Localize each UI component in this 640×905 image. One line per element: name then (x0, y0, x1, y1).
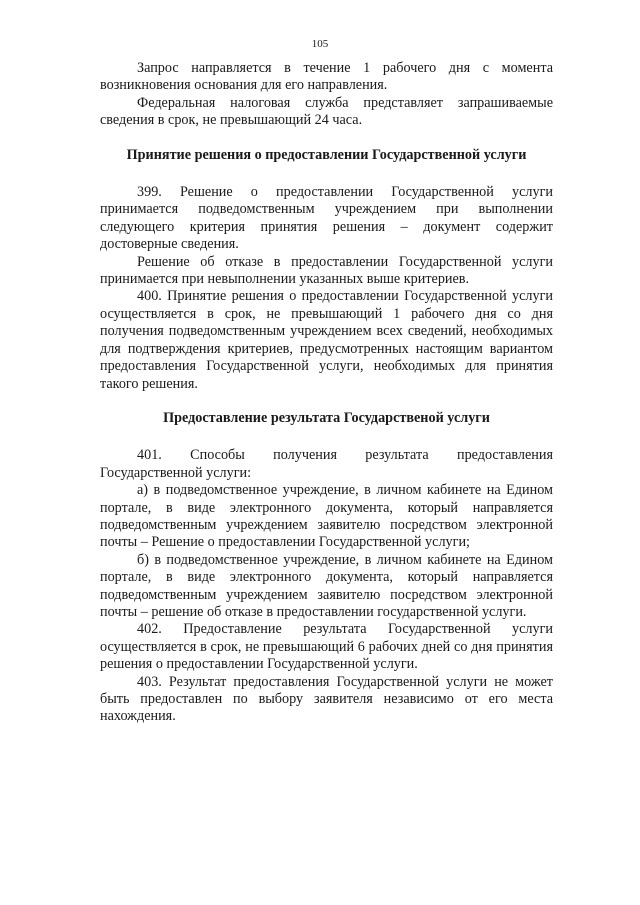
page-number: 105 (311, 38, 329, 50)
paragraph: 402. Предоставление результата Государственной услуги осуществляется в срок, не превышающий 6 рабочих дней со дня принятия решения о предоставлении Государственной услуги. (100, 621, 553, 673)
paragraph: 399. Решение о предоставлении Государственной услуги принимается подведомственным учреждением при выполнении следующего критерия принятия решения – документ содержит достоверные сведения. (100, 184, 553, 253)
paragraph: 403. Результат предоставления Государственной услуги не может быть предоставлен по выбору заявителя независимо от его места нахождения. (100, 673, 553, 725)
section-heading: Принятие решения о предоставлении Государственной услуги (126, 146, 527, 163)
paragraph: 401. Способы получения результата предоставления Государственной услуги: (100, 447, 553, 481)
paragraph: 400. Принятие решения о предоставлении Государственной услуги осуществляется в срок, не превышающий 1 рабочего дня со дня получения подведомственным учреждением всех сведений, необходимых для подтверждения критериев, предусмотренных настоящим вариантом предоставления Государственной услуги, необходимых для принятия такого решения. (100, 288, 553, 392)
paragraph: Запрос направляется в течение 1 рабочего дня с момента возникновения основания для его направления. (100, 60, 553, 94)
paragraph: Решение об отказе в предоставлении Государственной услуги принимается при невыполнении указанных выше критериев. (100, 253, 553, 288)
document-body (100, 60, 553, 726)
paragraph: а) в подведомственное учреждение, в личном кабинете на Едином портале, в виде электронного документа, который направляется подведомственным учреждением заявителю посредством электронной почты – Решение о предоставлении Государственной услуги; (100, 482, 553, 551)
section-heading: Предоставление результата Государственой услуги (163, 409, 490, 426)
paragraph: б) в подведомственное учреждение, в личном кабинете на Едином портале, в виде электронного документа, который направляется подведомственным учреждением заявителю посредством электронной почты – решение об отказе в предоставлении государственной услуги. (100, 551, 553, 620)
paragraph: Федеральная налоговая служба представляет запрашиваемые сведения в срок, не превышающий 24 часа. (100, 94, 553, 129)
